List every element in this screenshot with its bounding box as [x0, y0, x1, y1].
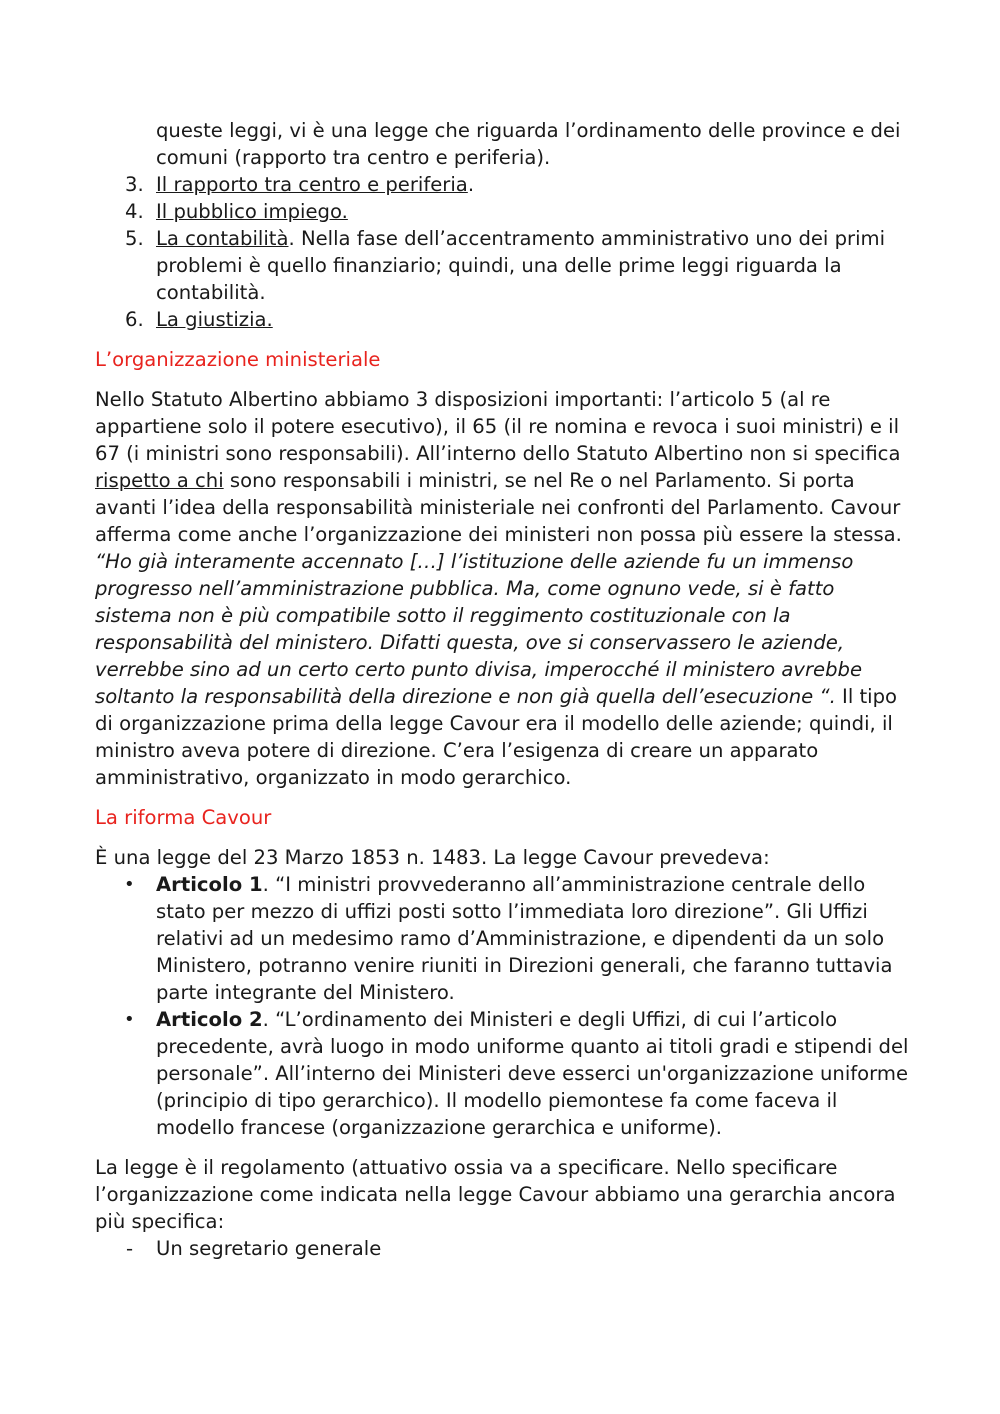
bullet-item-articolo-2 — [95, 1006, 910, 1141]
paragraph-organizzazione — [95, 386, 910, 791]
list-number: 6. — [125, 308, 144, 331]
underlined-phrase: rispetto a chi — [95, 469, 224, 492]
paragraph-text: sono responsabili i ministri, se nel Re o nel Parlamento. Si porta avanti l’idea della responsabilità ministeriale nei confronti del Parlamento. Cavour afferma come anche l’organizzazione dei ministeri non possa più essere la stessa. — [95, 469, 902, 546]
section-heading-organizzazione: L’organizzazione ministeriale — [95, 348, 381, 371]
paragraph-regolamento: La legge è il regolamento (attuativo ossia va a specificare. Nello specificare l’organizzazione come indicata nella legge Cavour abbiamo una gerarchia ancora più specifica: — [95, 1156, 896, 1233]
underlined-term: La contabilità — [156, 227, 289, 250]
numbered-list-item — [95, 225, 910, 306]
list-number: 3. — [125, 173, 144, 196]
article-label: Articolo 2 — [156, 1008, 263, 1031]
dash-item — [95, 1235, 910, 1262]
underlined-term: Il rapporto tra centro e periferia — [156, 173, 468, 196]
section-heading-riforma: La riforma Cavour — [95, 806, 272, 829]
item-text: . — [467, 173, 475, 196]
article-text: . “I ministri provvederanno all’amministrazione centrale dello stato per mezzo di uffizi posti sotto l’immediata loro direzione”. Gli Uffizi relativi ad un medesimo ramo d’Amministrazione, e dipendenti da un solo Ministero, potranno venire riuniti in Direzioni generali, che faranno tuttavia parte integrante del Ministero. — [156, 873, 893, 1004]
paragraph-intro: È una legge del 23 Marzo 1853 n. 1483. La legge Cavour prevedeva: — [95, 846, 770, 869]
list-item-continuation: queste leggi, vi è una legge che riguarda l’ordinamento delle province e dei comuni (rapporto tra centro e periferia). — [156, 119, 901, 169]
dash-icon: - — [126, 1237, 134, 1260]
bullet-icon: • — [124, 1009, 135, 1030]
bullet-item-articolo-1 — [95, 871, 910, 1006]
item-text: . Nella fase dell’accentramento amministrativo uno dei primi problemi è quello finanziario; quindi, una delle prime leggi riguarda la contabilità. — [156, 227, 886, 304]
hierarchy-list — [95, 1235, 910, 1262]
numbered-list-item — [95, 198, 910, 225]
underlined-term: La giustizia. — [156, 308, 273, 331]
list-number: 5. — [125, 227, 144, 250]
article-text: . “L’ordinamento dei Ministeri e degli Uffizi, di cui l’articolo precedente, avrà luogo in modo uniforme quanto ai titoli gradi e stipendi del personale”. All’interno dei Ministeri deve esserci un'organizzazione uniforme (principio di tipo gerarchico). Il modello piemontese fa come faceva il modello francese (organizzazione gerarchica e uniforme). — [156, 1008, 909, 1139]
numbered-list-item — [95, 306, 910, 333]
articles-list — [95, 871, 910, 1141]
dash-item-text: Un segretario generale — [156, 1237, 382, 1260]
underlined-term: Il pubblico impiego. — [156, 200, 348, 223]
list-number: 4. — [125, 200, 144, 223]
bullet-icon: • — [124, 874, 135, 895]
cavour-quote: “Ho già interamente accennato […] l’istituzione delle aziende fu un immenso progresso nell’amministrazione pubblica. Ma, come ognuno vede, si è fatto sistema non è più compatibile sotto il reggimento costituzionale con la responsabilità del ministero. Difatti questa, ove si conservassero le aziende, verrebbe sino ad un certo certo punto divisa, imperocché il ministero avrebbe soltanto la responsabilità della direzione e non già quella dell’esecuzione “. — [95, 550, 863, 708]
numbered-list-item — [95, 171, 910, 198]
page-content — [95, 117, 910, 1262]
paragraph-text: Nello Statuto Albertino abbiamo 3 disposizioni importanti: l’articolo 5 (al re appartiene solo il potere esecutivo), il 65 (il re nomina e revoca i suoi ministri) e il 67 (i ministri sono responsabili). All’interno dello Statuto Albertino non si specifica — [95, 388, 901, 465]
article-label: Articolo 1 — [156, 873, 263, 896]
numbered-list — [95, 171, 910, 333]
paragraph-text: Il tipo di organizzazione prima della legge Cavour era il modello delle aziende; quindi, il ministro aveva potere di direzione. C’era l’esigenza di creare un apparato amministrativo, organizzato in modo gerarchico. — [95, 685, 898, 789]
